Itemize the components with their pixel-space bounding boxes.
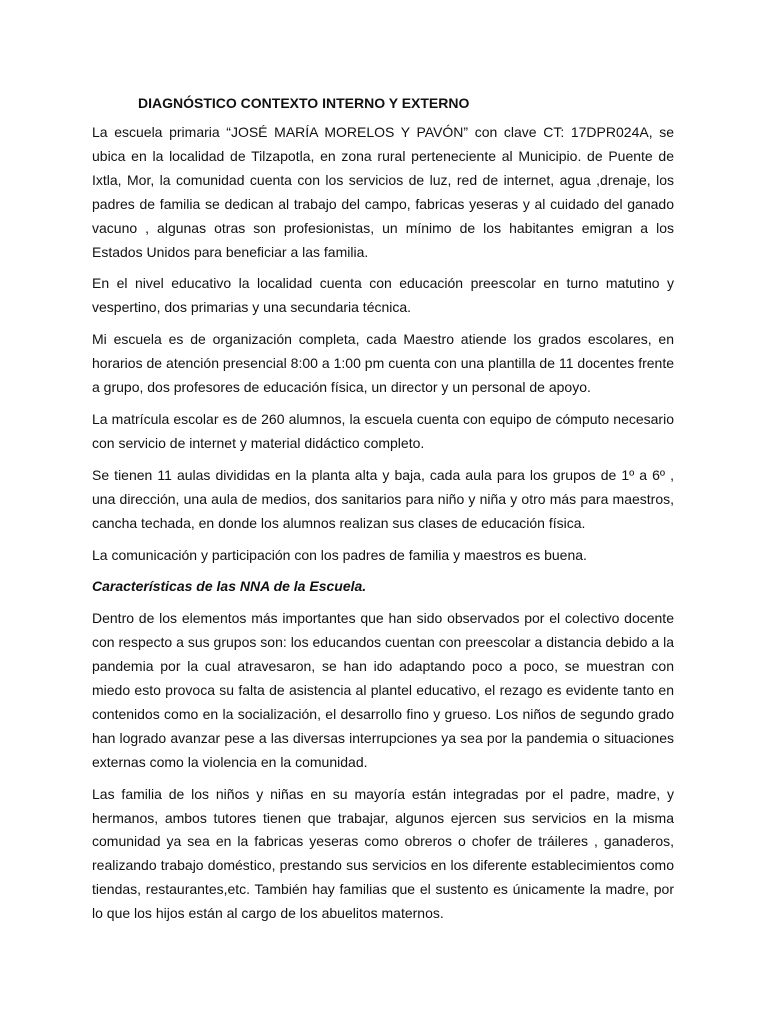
paragraph-family-composition: Las familia de los niños y niñas en su mayoría están integradas por el padre, madre, y hermanos, ambos tutores tienen que trabajar, algunos ejercen sus servicios en la misma comunidad ya sea en la fabricas yeseras como obreros o chofer de tráileres , ganaderos, realizando trabajo doméstico, prestando sus servicios en los diferente establecimientos como tiendas, restaurantes,etc. También hay familias que el sustento es únicamente la madre, por lo que los hijos están al cargo de los abuelitos maternos. (92, 785, 674, 922)
section-subheading: Características de las NNA de la Escuela. (92, 578, 367, 595)
paragraph-student-observations: Dentro de los elementos más importantes que han sido observados por el colectivo docente con respecto a sus grupos son: los educandos cuentan con preescolar a distancia debido a la pandemia por la cual atravesaron, se han ido adaptando poco a poco, se muestran con miedo esto provoca su falta de asistencia al plantel educativo, el rezago es evidente tanto en contenidos como en la socialización, el desarrollo fino y grueso. Los niños de segundo grado han logrado avanzar pese a las diversas interrupciones ya sea por la pandemia o situaciones externas como la violencia en la comunidad. (92, 610, 674, 770)
paragraph-education-level: En el nivel educativo la localidad cuenta con educación preescolar en turno matutino y vespertino, dos primarias y una secundaria técnica. (92, 275, 674, 316)
paragraph-organization: Mi escuela es de organización completa, cada Maestro atiende los grados escolares, en horarios de atención presencial 8:00 a 1:00 pm cuenta con una plantilla de 11 docentes frente a grupo, dos profesores de educación física, un director y un personal de apoyo. (92, 331, 674, 396)
document-title: DIAGNÓSTICO CONTEXTO INTERNO Y EXTERNO (138, 95, 470, 111)
paragraph-enrollment: La matrícula escolar es de 260 alumnos, la escuela cuenta con equipo de cómputo necesario con servicio de internet y material didáctico completo. (92, 410, 674, 451)
paragraph-facilities: Se tienen 11 aulas divididas en la planta alta y baja, cada aula para los grupos de 1º a 6º , una dirección, una aula de medios, dos sanitarios para niño y niña y otro más para maestros, cancha techada, en donde los alumnos realizan sus clases de educación física. (92, 466, 674, 531)
paragraph-communication: La comunicación y participación con los padres de familia y maestros es buena. (92, 546, 587, 563)
paragraph-school-location: La escuela primaria “JOSÉ MARÍA MORELOS Y PAVÓN” con clave CT: 17DPR024A, se ubica en la localidad de Tilzapotla, en zona rural perteneciente al Municipio. de Puente de Ixtla, Mor, la comunidad cuenta con los servicios de luz, red de internet, agua ,drenaje, los padres de familia se dedican al trabajo del campo, fabricas yeseras y al cuidado del ganado vacuno , algunas otras son profesionistas, un mínimo de los habitantes emigran a los Estados Unidos para beneficiar a las familia. (92, 124, 674, 260)
